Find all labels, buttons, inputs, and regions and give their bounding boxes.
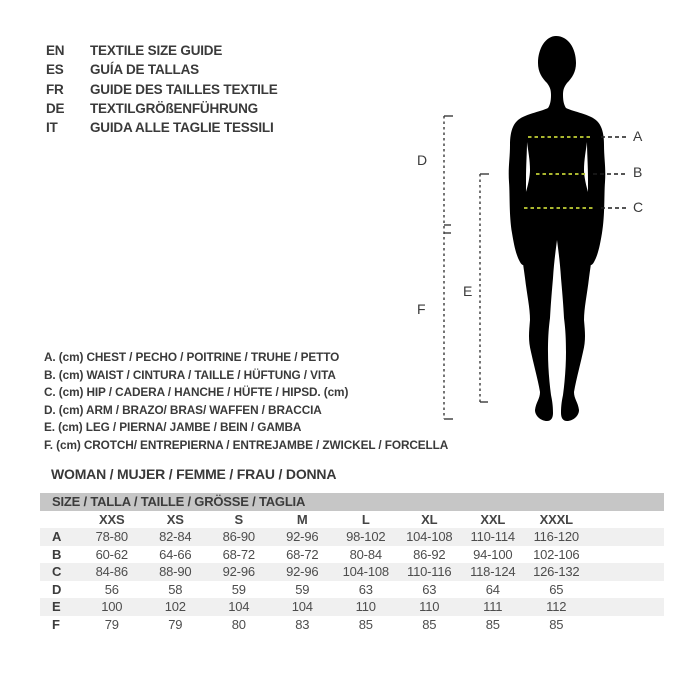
- language-row: [46, 41, 278, 60]
- language-code: DE: [46, 101, 65, 117]
- crotch-label: F: [417, 301, 426, 317]
- table-row: [40, 616, 664, 634]
- size-value: 85: [485, 616, 500, 632]
- size-value: 110-114: [470, 529, 515, 545]
- column-header: S: [234, 511, 243, 527]
- size-value: 68-72: [222, 546, 255, 562]
- language-code: EN: [46, 43, 65, 59]
- size-table-body: [40, 528, 664, 633]
- size-value: 100: [101, 599, 123, 615]
- size-value: 80: [231, 616, 246, 632]
- legend-item: F. (cm) CROTCH/ ENTREPIERNA / ENTREJAMBE / ZWICKEL / FORCELLA: [44, 437, 449, 452]
- hip-label: C: [633, 199, 643, 215]
- size-value: 80-84: [349, 546, 382, 562]
- language-row: [46, 118, 278, 137]
- language-row: [46, 60, 278, 79]
- waist-label: B: [633, 164, 643, 180]
- row-label: D: [52, 581, 62, 597]
- size-value: 79: [168, 616, 183, 632]
- size-value: 102: [164, 599, 186, 615]
- size-value: 85: [358, 616, 373, 632]
- size-value: 79: [104, 616, 119, 632]
- size-value: 116-120: [533, 529, 579, 545]
- size-value: 86-92: [413, 546, 446, 562]
- table-row: [40, 581, 664, 599]
- size-value: 56: [104, 581, 119, 597]
- size-value: 92-96: [286, 564, 319, 580]
- size-value: 60-62: [95, 546, 128, 562]
- language-row: [46, 80, 278, 99]
- table-row: [40, 528, 664, 546]
- column-header: XXL: [480, 511, 506, 527]
- column-header: L: [361, 511, 370, 527]
- legend-item: C. (cm) HIP / CADERA / HANCHE / HÜFTE / HIPSD. (cm): [44, 385, 349, 400]
- size-value: 94-100: [473, 546, 513, 562]
- size-value: 84-86: [95, 564, 128, 580]
- row-label: E: [52, 599, 61, 615]
- size-value: 112: [546, 599, 567, 615]
- size-value: 98-102: [346, 529, 386, 545]
- gender-heading: WOMAN / MUJER / FEMME / FRAU / DONNA: [51, 466, 337, 482]
- size-table-header: SIZE / TALLA / TAILLE / GRÖSSE / TAGLIA: [40, 493, 664, 511]
- table-row: [40, 563, 664, 581]
- language-title: TEXTILE SIZE GUIDE: [90, 43, 223, 59]
- leg-measure-line: [480, 174, 489, 402]
- column-header: XXS: [99, 511, 125, 527]
- language-code: FR: [46, 81, 64, 97]
- size-value: 63: [358, 581, 373, 597]
- language-title: GUIDE DES TAILLES TEXTILE: [90, 81, 278, 97]
- language-code: IT: [46, 120, 58, 136]
- row-label: C: [52, 564, 62, 580]
- size-value: 110-116: [407, 564, 452, 580]
- measurement-legend: [44, 349, 448, 455]
- column-header: XXXL: [539, 511, 573, 527]
- size-value: 92-96: [222, 564, 255, 580]
- arm-label: D: [417, 152, 427, 168]
- size-value: 82-84: [159, 529, 192, 545]
- language-title: GUIDA ALLE TAGLIE TESSILI: [90, 120, 274, 136]
- size-value: 102-106: [533, 546, 580, 562]
- language-title: TEXTILGRÖßENFÜHRUNG: [90, 101, 258, 117]
- size-table: [40, 493, 664, 633]
- size-value: 59: [231, 581, 246, 597]
- language-code: ES: [46, 62, 64, 78]
- size-value: 78-80: [95, 529, 128, 545]
- size-value: 110: [355, 599, 376, 615]
- size-value: 85: [549, 616, 564, 632]
- leg-label: E: [463, 283, 473, 299]
- column-header: XL: [421, 511, 438, 527]
- row-label: A: [52, 529, 62, 545]
- size-value: 86-90: [222, 529, 255, 545]
- size-value: 83: [295, 616, 310, 632]
- size-value: 85: [422, 616, 437, 632]
- size-value: 58: [168, 581, 183, 597]
- size-value: 88-90: [159, 564, 192, 580]
- size-value: 68-72: [286, 546, 319, 562]
- size-value: 104: [228, 599, 250, 615]
- table-row: [40, 598, 664, 616]
- size-value: 65: [549, 581, 564, 597]
- column-header: XS: [166, 511, 184, 527]
- size-value: 118-124: [470, 564, 516, 580]
- size-value: 110: [419, 599, 440, 615]
- size-value: 126-132: [533, 564, 580, 580]
- language-title: GUÍA DE TALLAS: [90, 62, 199, 78]
- size-value: 111: [483, 599, 503, 615]
- column-header-row: [40, 511, 664, 529]
- legend-item: A. (cm) CHEST / PECHO / POITRINE / TRUHE / PETTO: [44, 350, 340, 364]
- chest-label: A: [633, 128, 643, 144]
- language-list: [46, 41, 278, 137]
- woman-silhouette: [509, 36, 606, 421]
- language-row: [46, 99, 278, 118]
- legend-item: E. (cm) LEG / PIERNA/ JAMBE / BEIN / GAMBA: [44, 420, 302, 435]
- size-value: 64-66: [159, 546, 192, 562]
- size-value: 104: [291, 599, 313, 615]
- row-label: B: [52, 546, 62, 562]
- column-header: M: [296, 511, 308, 527]
- size-value: 92-96: [286, 529, 319, 545]
- legend-item: B. (cm) WAIST / CINTURA / TAILLE / HÜFTUNG / VITA: [44, 367, 336, 382]
- size-value: 104-108: [406, 529, 453, 545]
- size-value: 64: [485, 581, 500, 597]
- legend-item: D. (cm) ARM / BRAZO/ BRAS/ WAFFEN / BRACCIA: [44, 402, 322, 417]
- size-value: 59: [295, 581, 310, 597]
- size-value: 63: [422, 581, 437, 597]
- row-label: F: [52, 616, 60, 632]
- table-row: [40, 546, 664, 564]
- size-value: 104-108: [342, 564, 389, 580]
